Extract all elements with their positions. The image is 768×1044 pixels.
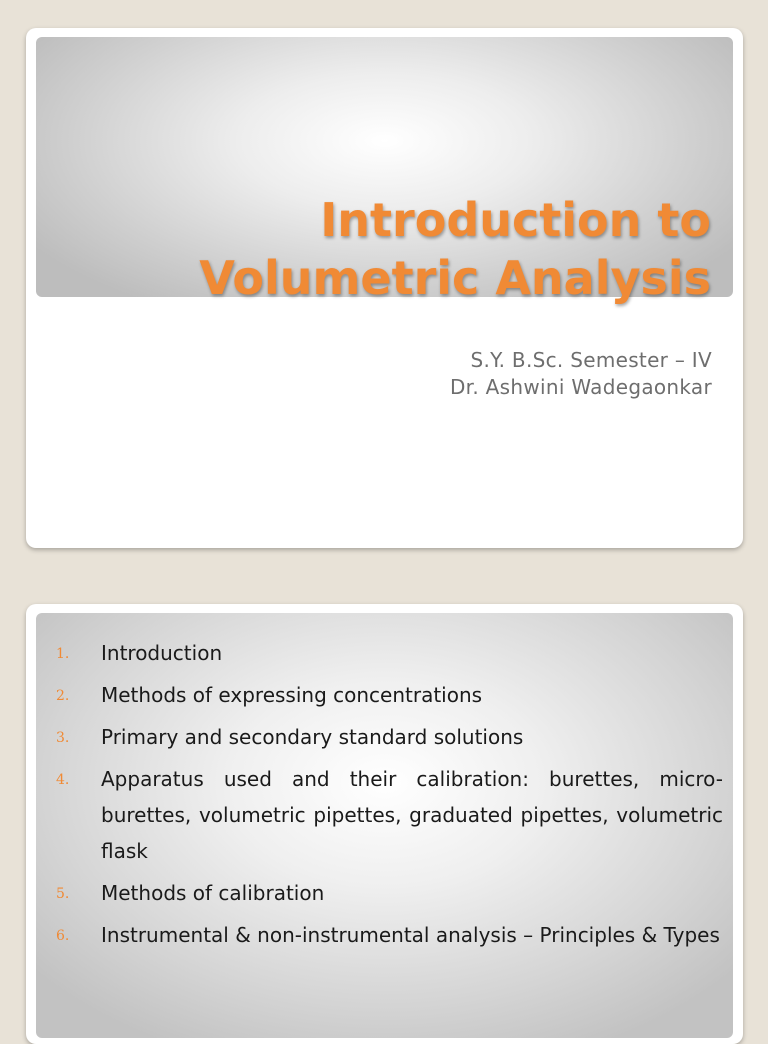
item-text: Instrumental & non-instrumental analysis – Principles & Types xyxy=(101,923,720,947)
list-item xyxy=(56,875,723,911)
item-number: 2. xyxy=(56,688,70,704)
item-number: 6. xyxy=(56,928,70,944)
item-text: Methods of expressing concentrations xyxy=(101,683,483,707)
item-number: 4. xyxy=(56,772,70,788)
topics-list xyxy=(56,635,723,959)
slide-subtitle xyxy=(450,347,712,401)
item-text: Apparatus used and their calibration: burettes, micro-burettes, volumetric pipettes, graduated pipettes, volumetric flask xyxy=(101,767,723,863)
title-line-2: Volumetric Analysis xyxy=(199,251,711,305)
list-item xyxy=(56,917,723,953)
slide-title xyxy=(199,191,711,307)
item-text: Introduction xyxy=(101,641,223,665)
list-item xyxy=(56,719,723,755)
item-number: 3. xyxy=(56,730,70,746)
list-item xyxy=(56,677,723,713)
item-number: 5. xyxy=(56,886,70,902)
item-text: Primary and secondary standard solutions xyxy=(101,725,524,749)
author-name: Dr. Ashwini Wadegaonkar xyxy=(449,375,712,399)
course-label: S.Y. B.Sc. Semester – IV xyxy=(470,348,712,372)
contents-slide xyxy=(26,604,743,1044)
item-number: 1. xyxy=(56,646,70,662)
title-line-1: Introduction to xyxy=(320,193,711,247)
item-text: Methods of calibration xyxy=(101,881,325,905)
content-panel xyxy=(36,613,733,1038)
title-slide xyxy=(26,28,743,548)
list-item xyxy=(56,761,723,869)
list-item xyxy=(56,635,723,671)
